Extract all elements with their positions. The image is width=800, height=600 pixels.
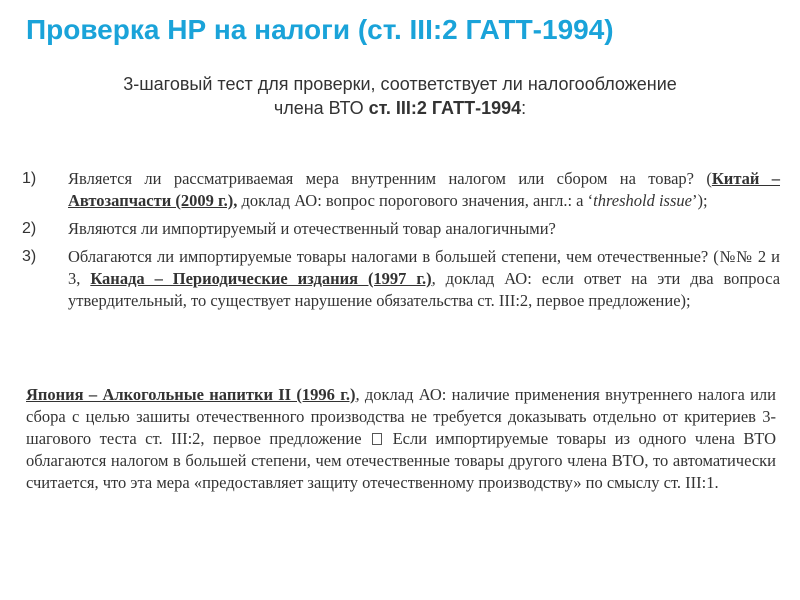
step-text-part: ’); xyxy=(691,191,708,210)
step-text-part: Являются ли импортируемый и отечественный товар аналогичными? xyxy=(68,219,556,238)
english-term: threshold issue xyxy=(593,191,692,210)
slide-title: Проверка НР на налоги (ст. III:2 ГАТТ-1994) xyxy=(26,14,614,45)
list-item xyxy=(16,246,780,312)
step-number: 3) xyxy=(22,248,37,265)
step-text-part: доклад АО: вопрос порогового значения, англ.: а ‘ xyxy=(237,191,594,210)
subtitle xyxy=(20,72,780,120)
subtitle-line-2 xyxy=(20,96,780,120)
subtitle-line-2-suffix: : xyxy=(521,98,527,118)
step-number: 2) xyxy=(22,220,37,237)
list-item xyxy=(16,168,780,212)
case-reference-link[interactable]: Япония – Алкогольные напитки II (1996 г.) xyxy=(26,385,356,404)
arrow-icon xyxy=(372,433,382,445)
case-reference-link[interactable]: Китай – Автозапчасти (2009 г.), xyxy=(68,169,780,210)
step-text xyxy=(68,168,780,212)
list-item xyxy=(16,218,780,240)
step-number: 1) xyxy=(22,170,37,187)
step-text xyxy=(68,246,780,312)
subtitle-line-1: 3-шаговый тест для проверки, соответствует ли налогообложение xyxy=(123,74,677,94)
note-text-part: , доклад АО: наличие применения внутреннего налога или сбора с целью зашиты отечественного производства не требуется доказывать отдельно от критериев 3-шагового теста ст. III:2, первое предложение xyxy=(26,385,776,448)
step-text-part: Является ли рассматриваемая мера внутренним налогом или сбором на товар? ( xyxy=(68,169,712,188)
step-text xyxy=(68,218,780,240)
case-note-paragraph xyxy=(26,384,776,494)
note-text-part: Если импортируемые товары из одного члена ВТО облагаются налогом в большей степени, чем отечественные товары другого члена ВТО, то автоматически считается, что эта мера «предоставляет защиту отечественному производству» по смыслу ст. III:1. xyxy=(26,429,776,492)
subtitle-article-ref: ст. III:2 ГАТТ-1994 xyxy=(368,98,522,118)
step-text-part: Облагаются ли импортируемые товары налогами в большей степени, чем отечественные? (№№ 2 и 3, xyxy=(68,247,780,288)
test-steps-list xyxy=(16,168,780,318)
case-reference-link[interactable]: Канада – Периодические издания (1997 г.) xyxy=(90,269,432,288)
step-text-part: , доклад АО: если ответ на эти два вопроса утвердительный, то существует нарушение обязательства ст. III:2, первое предложение); xyxy=(68,269,781,310)
subtitle-line-2-prefix: члена ВТО xyxy=(273,98,369,118)
